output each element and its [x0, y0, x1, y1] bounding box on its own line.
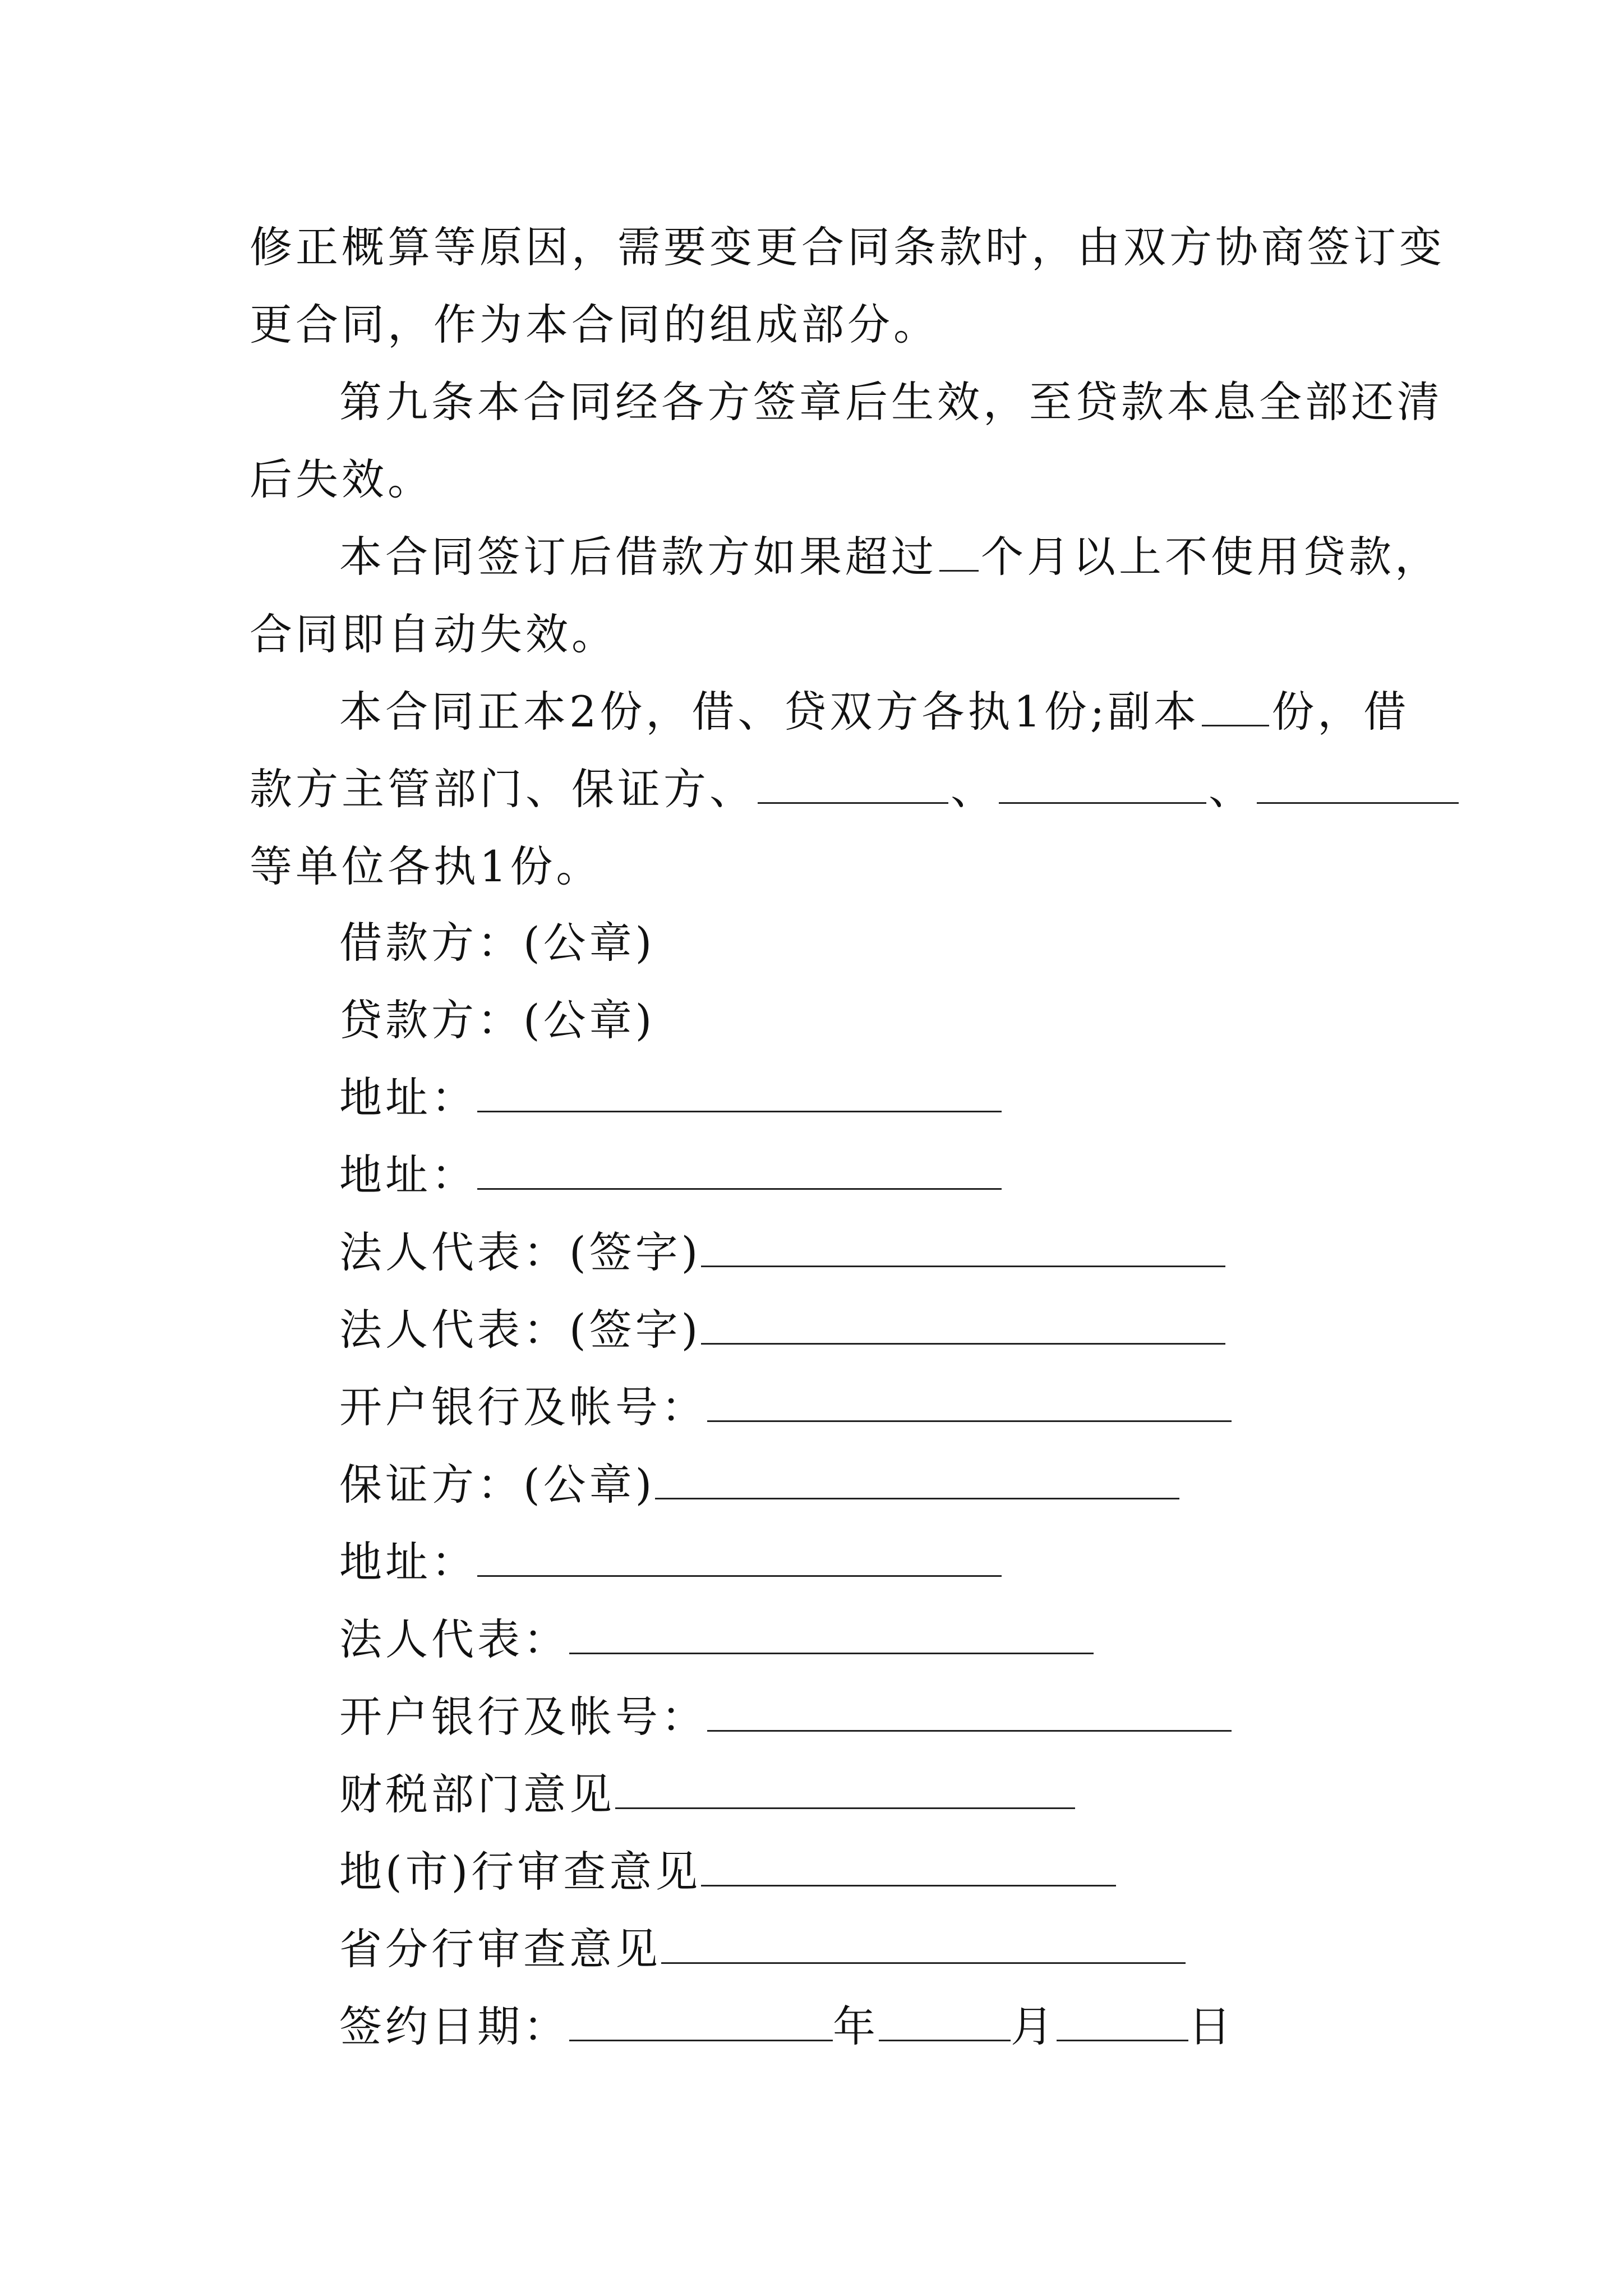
bank-account-line	[707, 1381, 1232, 1422]
signature-row	[339, 1601, 1234, 1678]
paragraph-text: 本合同签订后借款方如果超过	[339, 532, 937, 582]
month-line	[879, 2000, 1011, 2041]
paragraph-line	[250, 518, 1441, 596]
bank-account-label: 开户银行及帐号：	[339, 1692, 707, 1742]
sign-date-label: 签约日期：	[339, 2001, 569, 2051]
signature-row	[339, 1059, 1234, 1137]
year-line	[569, 2000, 833, 2041]
paragraph-line: 更合同，作为本合同的组成部分。	[250, 300, 939, 349]
separator: 、	[1209, 764, 1255, 814]
signature-row	[339, 1369, 1234, 1446]
address-line	[477, 1071, 1002, 1112]
paragraph-line	[250, 751, 1394, 828]
paragraph-line: 修正概算等原因，需要变更合同条款时，由双方协商签订变	[250, 222, 1445, 272]
signature-row	[339, 982, 1234, 1059]
signature-row	[339, 1446, 1234, 1524]
guarantor-line	[655, 1458, 1179, 1499]
address-label: 地址：	[339, 1150, 477, 1200]
address-line	[477, 1149, 1002, 1190]
month-label: 月	[1011, 2001, 1057, 2051]
signature-row	[339, 904, 1234, 982]
signature-row	[339, 1678, 1234, 1756]
signature-row	[339, 1911, 1234, 1988]
bank-account-label: 开户银行及帐号：	[339, 1382, 707, 1432]
signature-row	[339, 1137, 1234, 1214]
province-branch-label: 省分行审查意见	[339, 1924, 661, 1974]
paragraph-line: 第九条本合同经各方签章后生效，至贷款本息全部还清	[339, 377, 1443, 427]
opinion-line	[615, 1768, 1075, 1809]
tax-dept-label: 财税部门意见	[339, 1769, 615, 1819]
lender-label: 贷款方：(公章)	[339, 995, 656, 1045]
signature-row	[339, 1833, 1234, 1911]
bank-account-line	[707, 1691, 1232, 1732]
address-label: 地址：	[339, 1073, 477, 1122]
paragraph-line: 等单位各执1份。	[250, 841, 602, 891]
city-branch-label: 地(市)行审查意见	[339, 1847, 702, 1897]
paragraph-line	[250, 673, 1410, 751]
borrower-label: 借款方：(公章)	[339, 918, 656, 968]
paragraph-text: 个月以上不使用贷款，	[981, 532, 1441, 582]
separator: 、	[951, 764, 997, 814]
year-label: 年	[833, 2001, 879, 2051]
copies-blank	[1202, 685, 1269, 726]
day-label: 日	[1188, 2001, 1234, 2051]
paragraph-text: 款方主管部门、保证方、	[250, 764, 755, 814]
paragraph-line: 后失效。	[250, 454, 434, 504]
guarantor-label: 保证方：(公章)	[339, 1460, 656, 1510]
opinion-line	[701, 1846, 1116, 1887]
unit-blank	[999, 763, 1206, 804]
opinion-line	[661, 1923, 1186, 1964]
unit-blank	[758, 763, 948, 804]
signature-row	[339, 1214, 1234, 1291]
contract-body	[250, 209, 1445, 905]
address-label: 地址：	[339, 1537, 477, 1587]
paragraph-text: 本合同正本2份，借、贷双方各执1份;副本	[339, 687, 1200, 737]
signature-line	[701, 1226, 1225, 1267]
months-blank	[939, 531, 979, 572]
legal-rep-label: 法人代表：	[339, 1614, 569, 1664]
signature-section	[339, 904, 1234, 2065]
signature-row	[339, 1524, 1234, 1601]
paragraph-text: 份，借	[1271, 687, 1410, 737]
day-line	[1057, 2000, 1188, 2041]
legal-rep-label: 法人代表：(签字)	[339, 1227, 702, 1277]
signature-line	[701, 1304, 1225, 1345]
legal-rep-line	[569, 1613, 1094, 1654]
legal-rep-label: 法人代表：(签字)	[339, 1305, 702, 1355]
signature-row	[339, 1291, 1234, 1369]
signature-row	[339, 1988, 1234, 2065]
address-line	[477, 1536, 1002, 1577]
paragraph-line: 合同即自动失效。	[250, 609, 617, 659]
signature-row	[339, 1756, 1234, 1833]
unit-blank	[1257, 763, 1459, 804]
